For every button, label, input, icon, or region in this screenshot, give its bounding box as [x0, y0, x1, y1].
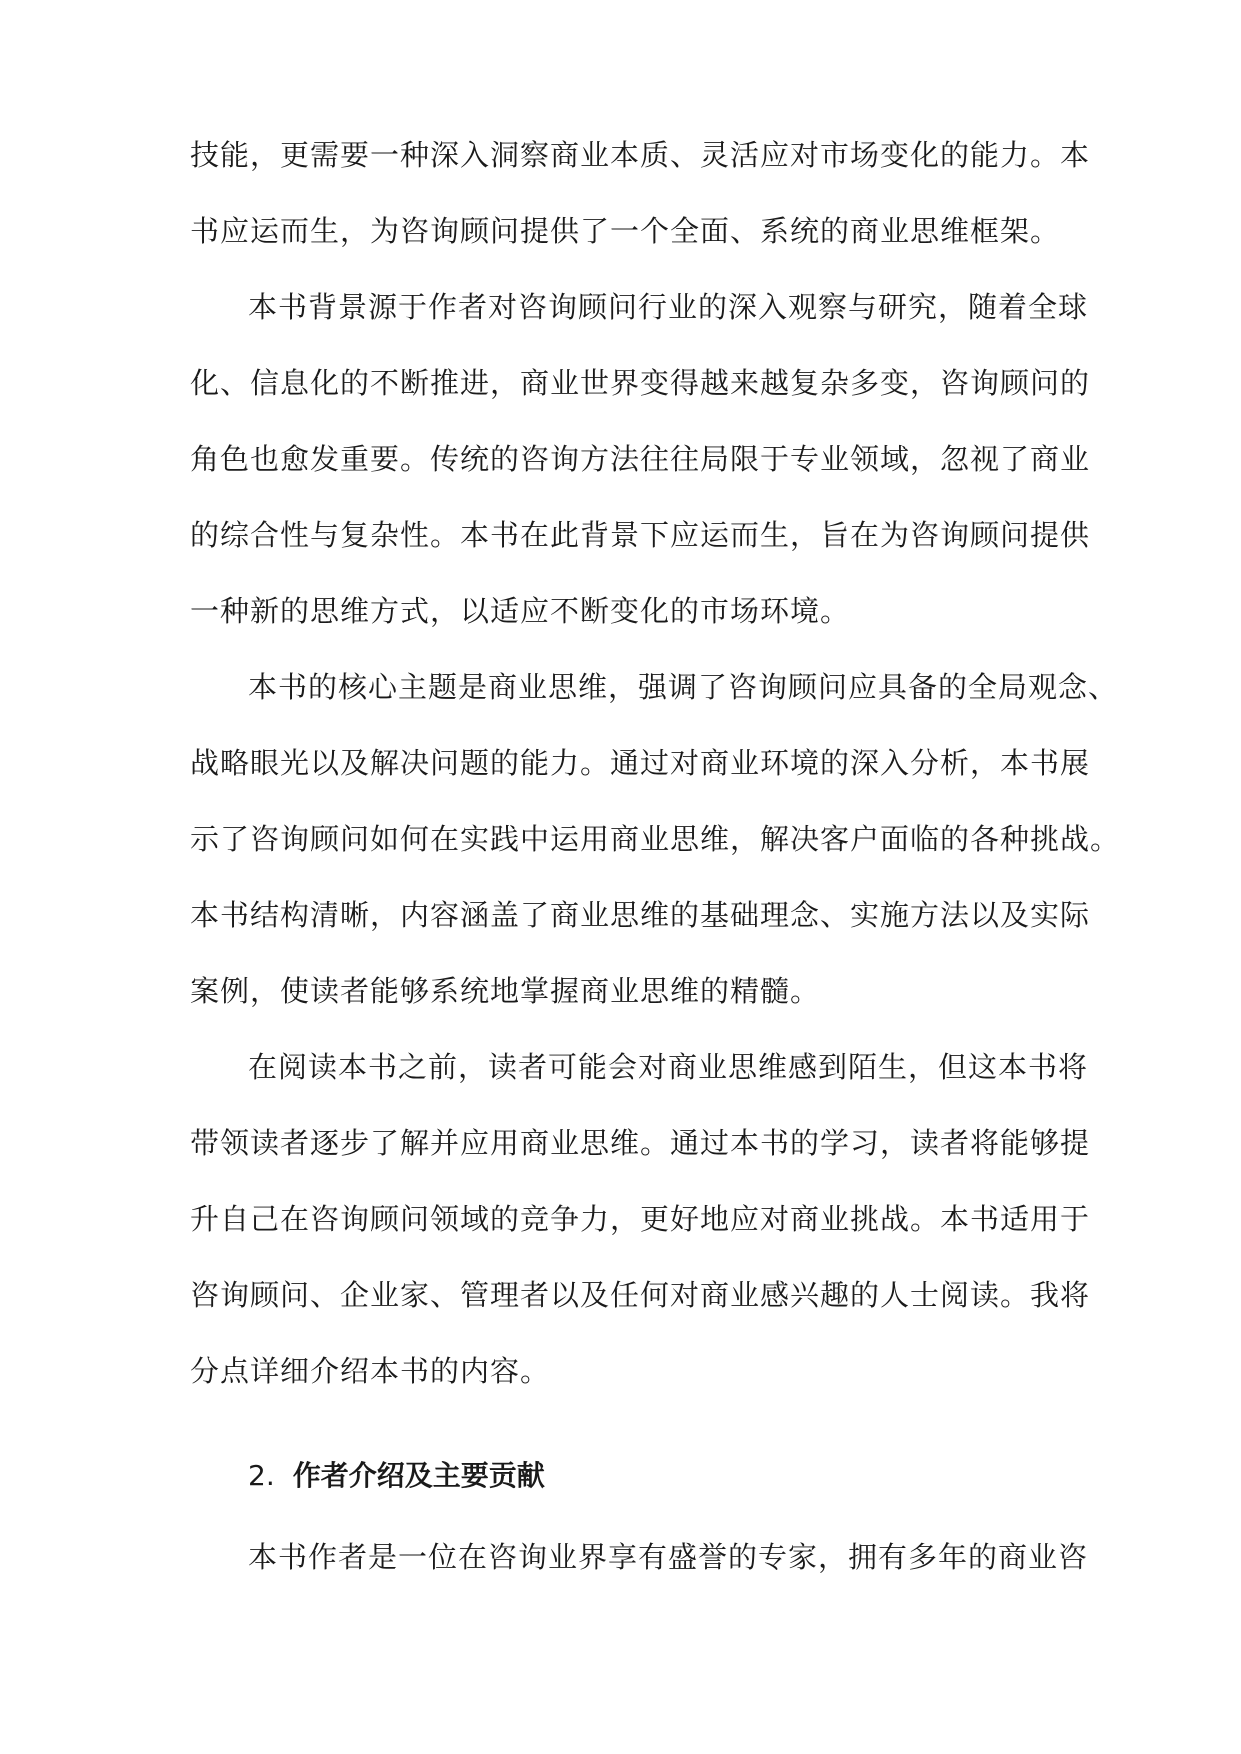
paragraph-line: 咨询顾问、企业家、管理者以及任何对商业感兴趣的人士阅读。我将: [190, 1278, 1091, 1312]
paragraph-line: 升自己在咨询顾问领域的竞争力，更好地应对商业挑战。本书适用于: [190, 1202, 1091, 1236]
section-number: 2.: [248, 1459, 275, 1492]
paragraph-line: 的综合性与复杂性。本书在此背景下应运而生，旨在为咨询顾问提供: [190, 518, 1091, 552]
paragraph-line: 案例，使读者能够系统地掌握商业思维的精髓。: [190, 974, 821, 1008]
paragraph-line: 分点详细介绍本书的内容。: [190, 1354, 551, 1388]
paragraph-line: 书应运而生，为咨询顾问提供了一个全面、系统的商业思维框架。: [190, 214, 1061, 248]
paragraph-line: 示了咨询顾问如何在实践中运用商业思维，解决客户面临的各种挑战。: [190, 822, 1121, 856]
paragraph-line: 战略眼光以及解决问题的能力。通过对商业环境的深入分析，本书展: [190, 746, 1091, 780]
paragraph-line: 本书结构清晰，内容涵盖了商业思维的基础理念、实施方法以及实际: [190, 898, 1091, 932]
paragraph-line: 技能，更需要一种深入洞察商业本质、灵活应对市场变化的能力。本: [190, 138, 1091, 172]
paragraph-line: 本书作者是一位在咨询业界享有盛誉的专家，拥有多年的商业咨: [248, 1540, 1089, 1574]
paragraph-line: 角色也愈发重要。传统的咨询方法往往局限于专业领域，忽视了商业: [190, 442, 1091, 476]
paragraph-line: 一种新的思维方式，以适应不断变化的市场环境。: [190, 594, 851, 628]
paragraph-line: 带领读者逐步了解并应用商业思维。通过本书的学习，读者将能够提: [190, 1126, 1091, 1160]
paragraph-line: 本书的核心主题是商业思维，强调了咨询顾问应具备的全局观念、: [248, 670, 1119, 704]
section-title: 作者介绍及主要贡献: [292, 1459, 545, 1492]
paragraph-line: 本书背景源于作者对咨询顾问行业的深入观察与研究，随着全球: [248, 290, 1089, 324]
paragraph-line: 在阅读本书之前，读者可能会对商业思维感到陌生，但这本书将: [248, 1050, 1089, 1084]
paragraph-line: 化、信息化的不断推进，商业世界变得越来越复杂多变，咨询顾问的: [190, 366, 1091, 400]
section-heading: [248, 1456, 545, 1496]
